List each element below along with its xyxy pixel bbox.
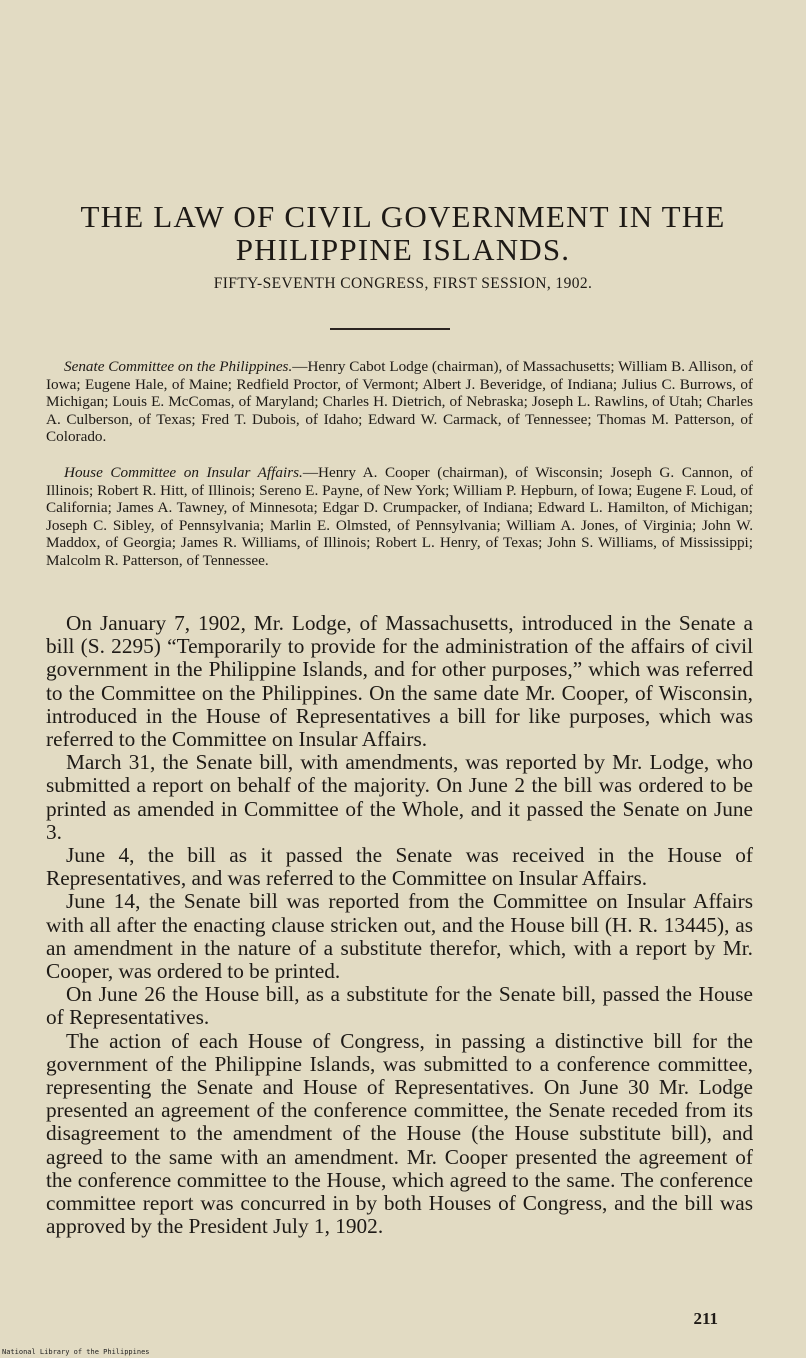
senate-committee-name: Senate Committee on the Philippines. <box>64 358 293 375</box>
body-paragraph: On June 26 the House bill, as a substitute for the Senate bill, passed the House of Representatives. <box>46 982 753 1030</box>
senate-committee-members: —Henry Cabot Lodge (chairman), of Massachusetts; William B. Allison, of Iowa; Eugene Hale, of Maine; Redfield Proctor, of Vermont; Albert J. Beveridge, of Indiana; Julius C. Burrows, of Michigan; Louis E. McComas, of Maryland; Charles H. Dietrich, of Nebraska; Joseph L. Rawlins, of Utah; Charles A. Culberson, of Texas; Fred T. Dubois, of Idaho; Edward W. Carmack, of Tennessee; Thomas M. Patterson, of Colorado. <box>46 358 753 446</box>
body-paragraph: March 31, the Senate bill, with amendments, was reported by Mr. Lodge, who submitted a report on behalf of the majority. On June 2 the bill was ordered to be printed as amended in Committee of the Whole, and it passed the Senate on June 3. <box>46 750 753 844</box>
page-number: 211 <box>693 1309 718 1328</box>
document-subtitle: FIFTY-SEVENTH CONGRESS, FIRST SESSION, 1902. <box>213 275 593 292</box>
body-text <box>46 612 753 1238</box>
section-divider <box>330 328 450 330</box>
house-committee-members: —Henry A. Cooper (chairman), of Wisconsin; Joseph G. Cannon, of Illinois; Robert R. Hitt, of Illinois; Sereno E. Payne, of New York; William P. Hepburn, of Iowa; Eugene F. Loud, of California; James A. Tawney, of Minnesota; Edgar D. Crumpacker, of Indiana; Edward L. Hamilton, of Michigan; Joseph C. Sibley, of Pennsylvania; Marlin E. Olmsted, of Pennsylvania; William A. Jones, of Virginia; John W. Maddox, of Georgia; James R. Williams, of Illinois; Robert L. Henry, of Texas; John S. Williams, of Mississippi; Malcolm R. Patterson, of Tennessee. <box>46 464 753 569</box>
body-paragraph: On January 7, 1902, Mr. Lodge, of Massachusetts, introduced in the Senate a bill (S. 2295) “Temporarily to provide for the administration of the affairs of civil government in the Philippine Islands, and for other purposes,” which was referred to the Committee on the Philippines. On the same date Mr. Cooper, of Wisconsin, introduced in the House of Representatives a bill for like purposes, which was referred to the Committee on Insular Affairs. <box>46 611 753 752</box>
body-paragraph: June 4, the bill as it passed the Senate was received in the House of Representatives, and was referred to the Committee on Insular Affairs. <box>46 843 753 891</box>
house-committee-block <box>46 464 753 570</box>
house-committee-name: House Committee on Insular Affairs. <box>64 464 303 481</box>
library-footer: National Library of the Philippines <box>2 1348 150 1356</box>
body-paragraph: June 14, the Senate bill was reported from the Committee on Insular Affairs with all after the enacting clause stricken out, and the House bill (H. R. 13445), as an amendment in the nature of a substitute therefor, which, with a report by Mr. Cooper, was ordered to be printed. <box>46 889 753 984</box>
senate-committee-block <box>46 358 753 446</box>
document-title: THE LAW OF CIVIL GOVERNMENT IN THE PHILIPPINE ISLANDS. <box>80 199 726 267</box>
body-paragraph: The action of each House of Congress, in passing a distinctive bill for the government of the Philippine Islands, was submitted to a conference committee, representing the Senate and House of Representatives. On June 30 Mr. Lodge presented an agreement of the conference committee, the Senate receded from its disagreement to the amendment of the House (the House substitute bill), and agreed to the same with an amendment. Mr. Cooper presented the agreement of the conference committee to the House, which agreed to the same. The conference committee report was concurred in by both Houses of Congress, and the bill was approved by the President July 1, 1902. <box>46 1028 753 1239</box>
